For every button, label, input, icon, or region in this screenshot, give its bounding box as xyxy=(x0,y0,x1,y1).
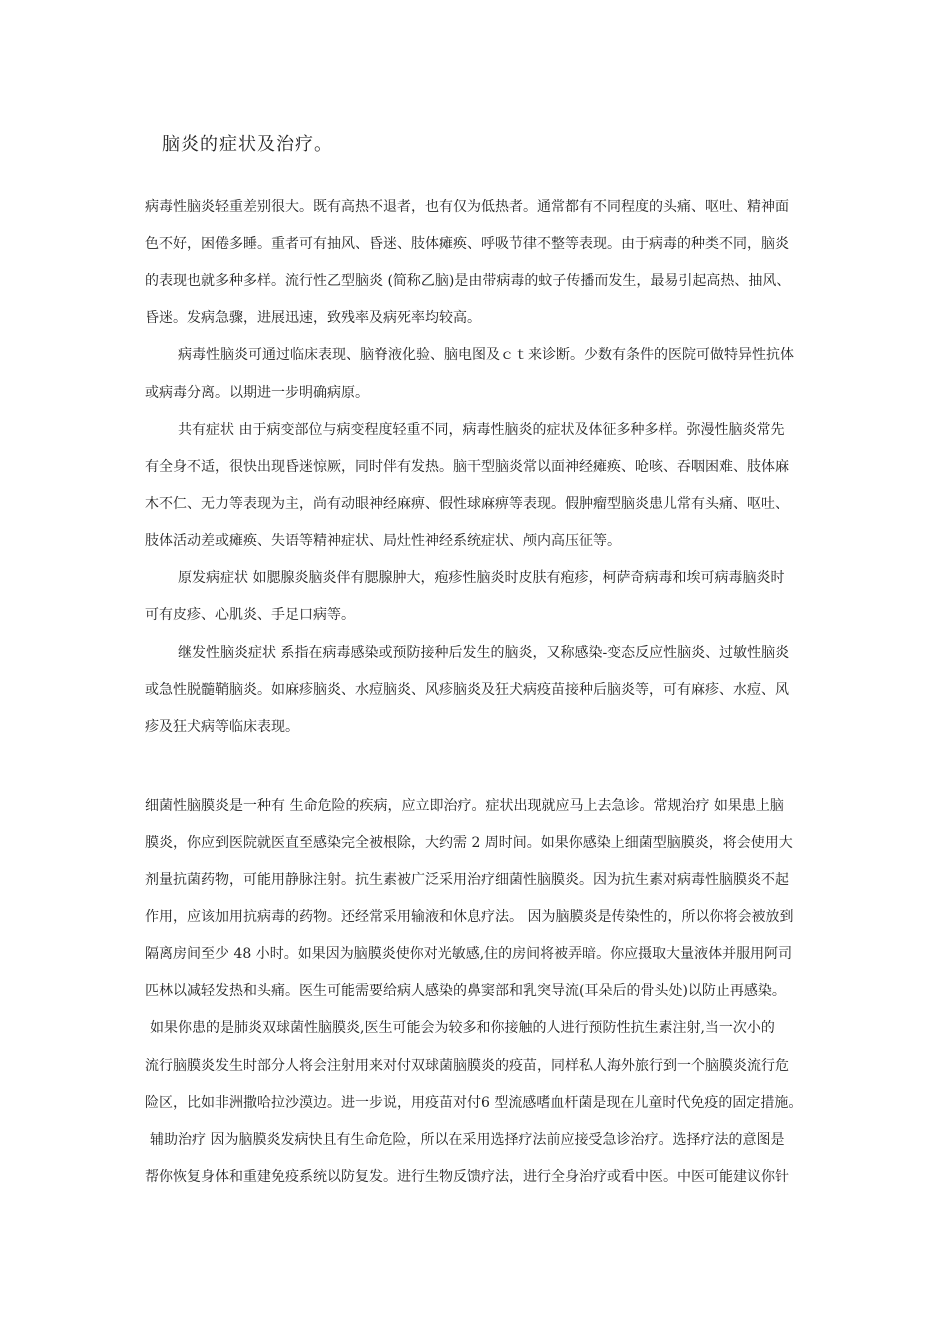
paragraph-line: 辅助治疗 因为脑膜炎发病快且有生命危险，所以在采用选择疗法前应接受急诊治疗。选择疗法的意图是 xyxy=(150,1132,785,1148)
paragraph-line: 隔离房间至少 48 小时。如果因为脑膜炎使你对光敏感,住的房间将被弄暗。你应摄取大量液体并服用阿司 xyxy=(145,946,793,962)
paragraph-line: 肢体活动差或瘫痪、失语等精神症状、局灶性神经系统症状、颅内高压征等。 xyxy=(145,533,621,549)
paragraph-line: 原发病症状 如腮腺炎脑炎伴有腮腺肿大，疱疹性脑炎时皮肤有疱疹，柯萨奇病毒和埃可病毒脑炎时 xyxy=(178,570,785,586)
paragraph-line: 剂量抗菌药物，可能用静脉注射。抗生素被广泛采用治疗细菌性脑膜炎。因为抗生素对病毒性脑膜炎不起 xyxy=(145,872,789,888)
paragraph-line: 可有皮疹、心肌炎、手足口病等。 xyxy=(145,607,355,623)
paragraph-line: 木不仁、无力等表现为主，尚有动眼神经麻痹、假性球麻痹等表现。假肿瘤型脑炎患儿常有头痛、呕吐、 xyxy=(145,496,789,512)
paragraph-line: 或急性脱髓鞘脑炎。如麻疹脑炎、水痘脑炎、风疹脑炎及狂犬病疫苗接种后脑炎等，可有麻疹、水痘、风 xyxy=(145,682,789,698)
paragraph-line: 昏迷。发病急骤，进展迅速，致残率及病死率均较高。 xyxy=(145,310,481,326)
paragraph-line: 膜炎，你应到医院就医直至感染完全被根除，大约需 2 周时间。如果你感染上细菌型脑膜炎，将会使用大 xyxy=(145,835,793,851)
paragraph-line: 如果你患的是肺炎双球菌性脑膜炎,医生可能会为较多和你接触的人进行预防性抗生素注射,当一次小的 xyxy=(150,1020,775,1036)
paragraph-line: 有全身不适，很快出现昏迷惊厥，同时伴有发热。脑干型脑炎常以面神经瘫痪、呛咳、吞咽困难、肢体麻 xyxy=(145,459,789,475)
paragraph-line: 作用，应该加用抗病毒的药物。还经常采用输液和休息疗法。 因为脑膜炎是传染性的，所以你将会被放到 xyxy=(145,909,794,925)
paragraph-line: 病毒性脑炎可通过临床表现、脑脊液化验、脑电图及ｃｔ来诊断。少数有条件的医院可做特异性抗体 xyxy=(178,347,794,363)
paragraph-line: 疹及狂犬病等临床表现。 xyxy=(145,719,299,735)
paragraph-line: 继发性脑炎症状 系指在病毒感染或预防接种后发生的脑炎，又称感染-变态反应性脑炎、过敏性脑炎 xyxy=(178,645,790,661)
paragraph-line: 或病毒分离。以期进一步明确病原。 xyxy=(145,385,369,401)
paragraph-line: 险区，比如非洲撒哈拉沙漠边。进一步说，用疫苗对付6 型流感嗜血杆菌是现在儿童时代免疫的固定措施。 xyxy=(145,1095,803,1111)
paragraph-line: 的表现也就多种多样。流行性乙型脑炎 (简称乙脑)是由带病毒的蚊子传播而发生，最易引起高热、抽风、 xyxy=(145,273,791,289)
paragraph-line: 共有症状 由于病变部位与病变程度轻重不同，病毒性脑炎的症状及体征多种多样。弥漫性脑炎常先 xyxy=(178,422,785,438)
document-title: 脑炎的症状及治疗。 xyxy=(162,134,333,155)
paragraph-line: 细菌性脑膜炎是一种有 生命危险的疾病，应立即治疗。症状出现就应马上去急诊。常规治疗 如果患上脑 xyxy=(145,798,784,814)
paragraph-line: 病毒性脑炎轻重差别很大。既有高热不退者，也有仅为低热者。通常都有不同程度的头痛、呕吐、精神面 xyxy=(145,199,789,215)
paragraph-line: 色不好，困倦多睡。重者可有抽风、昏迷、肢体瘫痪、呼吸节律不整等表现。由于病毒的种类不同，脑炎 xyxy=(145,236,789,252)
paragraph-line: 流行脑膜炎发生时部分人将会注射用来对付双球菌脑膜炎的疫苗，同样私人海外旅行到一个脑膜炎流行危 xyxy=(145,1058,789,1074)
paragraph-line: 帮你恢复身体和重建免疫系统以防复发。进行生物反馈疗法，进行全身治疗或看中医。中医可能建议你针 xyxy=(145,1169,789,1185)
paragraph-line: 匹林以减轻发热和头痛。医生可能需要给病人感染的鼻窦部和乳突导流(耳朵后的骨头处)以防止再感染。 xyxy=(145,983,786,999)
